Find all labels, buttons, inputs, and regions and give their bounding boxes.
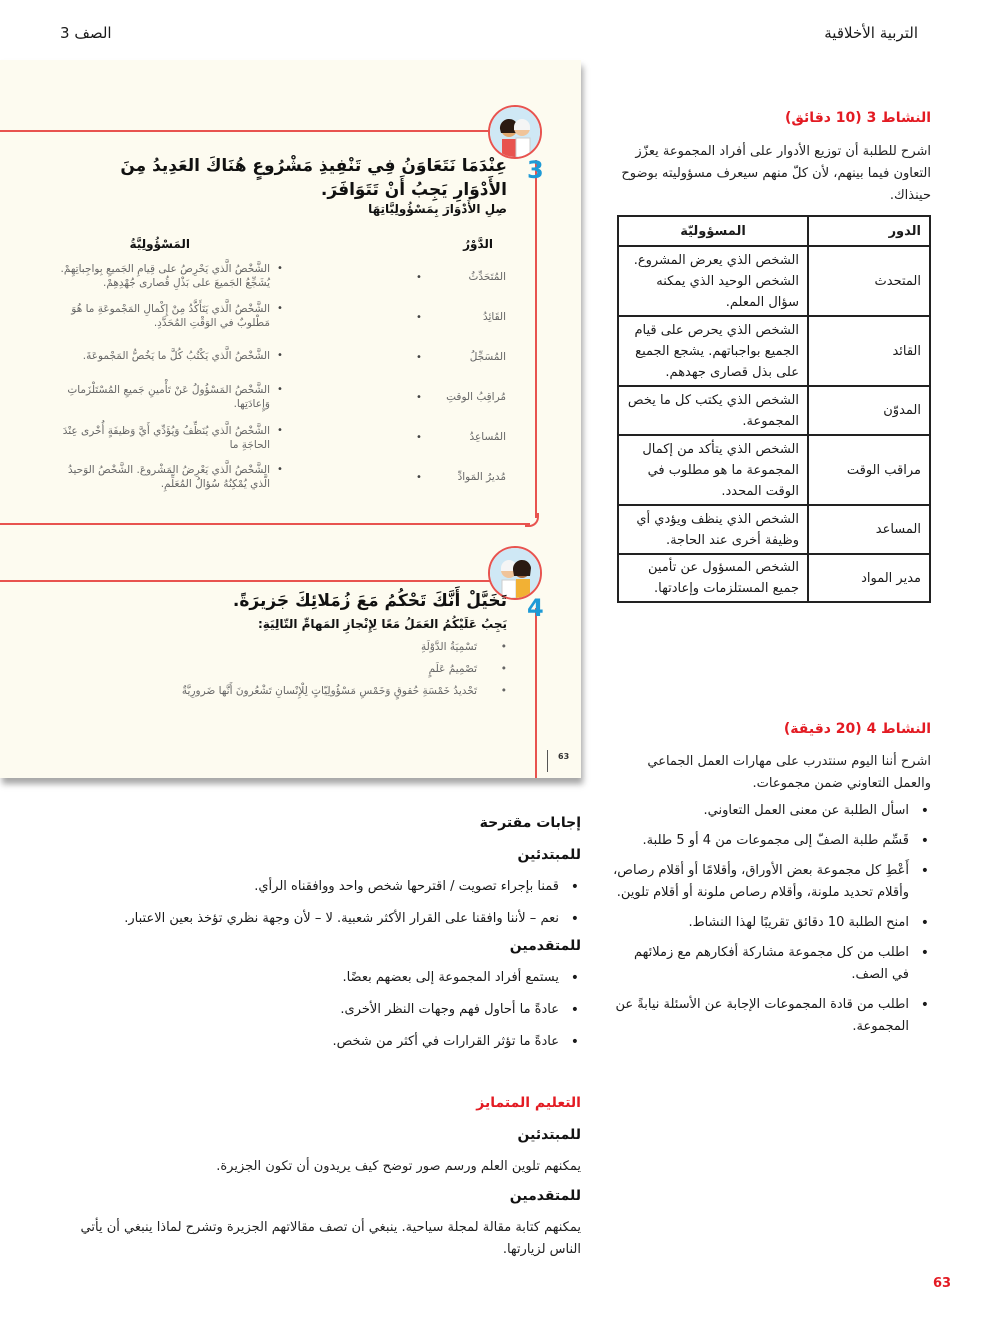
textbook-page — [0, 60, 581, 778]
textbook-page-number: 63 — [558, 752, 570, 761]
question-number-3: 3 — [527, 156, 544, 184]
q3-col-resp: المَسْؤُولِيَّةُ — [129, 237, 190, 251]
match-dot[interactable]: • — [277, 384, 283, 395]
table-cell-responsibility: الشخص الذي ينظف ويؤدي أي وظيفة أخرى عند الحاجة. — [618, 505, 808, 554]
list-item: • عادةً ما أحاول فهم وجهات النظر الأخرى. — [111, 999, 581, 1021]
activity3-description: اشرح للطلبة أن توزيع الأدوار على أفراد المجموعة يعزّز التعاون فيما بينهم، لأن كلّ منهم سيعرف مسؤوليته بوضوح حينذاك. — [621, 144, 931, 203]
q3-responsibility: الشَّخْصُ المَسْؤُولُ عَنْ تَأْمينِ جَميعِ المُسْتَلْزَماتِ وَإِعادَتِها. — [67, 384, 270, 410]
advanced-label: للمتقدمين — [509, 938, 581, 954]
beginners-answers — [111, 876, 581, 938]
list-item: • قمنا بإجراء تصويت / اقترحها شخص واحد ووافقناه الرأي. — [111, 876, 581, 898]
question-number-4: 4 — [527, 594, 544, 622]
table-row — [618, 386, 930, 435]
q3-frame-corner — [525, 513, 539, 527]
q4-frame-right — [535, 608, 537, 778]
table-cell-role: مدير المواد — [808, 554, 930, 602]
diff-beginners-label: للمبتدئين — [517, 1127, 581, 1143]
q4-instruction: يَجِبُ عَلَيْكُمُ العَمَلُ مَعًا لِإِنْجازِ المَهامِّ التّالِيَةِ: — [257, 617, 507, 631]
match-dot[interactable]: • — [416, 352, 422, 363]
table-cell-role: مراقب الوقت — [808, 435, 930, 505]
q3-instruction: صِلِ الأَدْوَارَ بِمَسْؤُولِيَّاتِهَا — [368, 202, 507, 216]
match-dot[interactable]: • — [277, 350, 283, 361]
match-dot[interactable]: • — [416, 472, 422, 483]
subject-title: التربية الأخلاقية — [824, 24, 918, 42]
q3-role: القَائِدُ — [482, 311, 506, 323]
q3-responsibility: الشَّخْصُ الَّذي يُنَظِّفُ وَيُؤَدِّي أَيَّ وَظيفَةٍ أُخْرى عِنْدَ الحاجَةِ ما — [62, 425, 270, 451]
activity4-list — [613, 800, 931, 1046]
diff-beginners-text: يمكنهم تلوين العلم ورسم صور توضح كيف يريدون أن تكون الجزيرة. — [216, 1159, 581, 1174]
table-header-responsibility: المسؤوليّة — [618, 216, 808, 246]
table-cell-role: المتحدث — [808, 246, 930, 316]
q3-role: المُسَجِّلُ — [469, 351, 506, 363]
list-item: • اسأل الطلبة عن معنى العمل التعاوني. — [613, 800, 931, 822]
avatar-icon — [488, 105, 542, 159]
grade-label: الصف 3 — [60, 24, 112, 42]
table-cell-responsibility: الشخص الذي يتأكد من إكمال المجموعة ما هو مطلوب في الوقت المحدد. — [618, 435, 808, 505]
table-row — [618, 505, 930, 554]
q3-frame-right — [535, 160, 537, 518]
match-dot[interactable]: • — [277, 263, 283, 274]
advanced-answers — [111, 967, 581, 1061]
page-divider — [547, 750, 548, 772]
table-cell-responsibility: الشخص المسؤول عن تأمين جميع المستلزمات وإعادتها. — [618, 554, 808, 602]
q3-frame-bottom — [0, 523, 530, 525]
q4-task-list — [87, 640, 507, 698]
diff-advanced-label: للمتقدمين — [509, 1188, 581, 1204]
list-item: • قَسِّم طلبة الصفّ إلى مجموعات من 4 أو 5 طلبة. — [613, 830, 931, 852]
differentiated-title: التعليم المتمايز — [476, 1095, 581, 1111]
table-cell-role: المساعد — [808, 505, 930, 554]
q3-col-role: الدَّوْرُ — [463, 237, 493, 251]
match-dot[interactable]: • — [277, 425, 283, 436]
match-dot[interactable]: • — [416, 272, 422, 283]
table-header-role: الدور — [808, 216, 930, 246]
page-number: 63 — [933, 1276, 952, 1291]
table-row — [618, 316, 930, 386]
activity4-title: النشاط 4 (20 دقيقة) — [783, 721, 931, 737]
q3-role: مُديرُ المَوادِّ — [457, 471, 506, 483]
table-cell-responsibility: الشخص الذي يكتب كل ما يخص المجموعة. — [618, 386, 808, 435]
q3-frame-top — [0, 130, 490, 132]
table-cell-responsibility: الشخص الذي يحرص على قيام الجميع بواجباتهم. يشجع الجميع على بذل قصارى جهدهم. — [618, 316, 808, 386]
q3-title: عِنْدَمَا نَتَعَاوَنُ فِي تَنْفِيذِ مَشْرُوعٍ هُنَاكَ العَدِيدُ مِنَ الأَدْوَارِ يَجِبُ أَنْ تَتَوَافَرَ. — [120, 156, 507, 200]
q3-responsibility: الشَّخْصُ الَّذي يَكْتُبُ كُلَّ ما يَخُصُّ المَجْموعَةَ. — [82, 350, 270, 362]
match-dot[interactable]: • — [416, 312, 422, 323]
table-row — [618, 435, 930, 505]
table-cell-role: القائد — [808, 316, 930, 386]
match-dot[interactable]: • — [416, 392, 422, 403]
list-item: • عادةً ما تؤثر القرارات في أكثر من شخص. — [111, 1031, 581, 1053]
q3-role: مُراقِبُ الوقتِ — [446, 391, 506, 403]
list-item: • اطلب من قادة المجموعات الإجابة عن الأسئلة نيابةً عن المجموعة. — [613, 994, 931, 1038]
match-dot[interactable]: • — [416, 432, 422, 443]
list-item: • تَحْديدُ خَمْسَةِ حُقوقٍ وَخَمْسِ مَسْؤُولِيّاتٍ لِلْإِنْسانِ تَشْعُرونَ أَنَّها ضَرورِيَّةٌ — [181, 685, 507, 697]
table-header-row — [618, 216, 930, 246]
q3-role: المُتَحَدِّثُ — [468, 271, 506, 283]
q3-role: المُساعِدُ — [469, 431, 506, 443]
diff-advanced-text: يمكنهم كتابة مقالة لمجلة سياحية. ينبغي أن تصف مقالاتهم الجزيرة وتشرح لماذا ينبغي أن يأتي الناس لزيارتها. — [80, 1220, 581, 1257]
table-row — [618, 554, 930, 602]
q4-frame-top — [0, 580, 490, 582]
list-item: • نعم – لأننا وافقنا على القرار الأكثر شعبية. لا – لأن وجهة نظري تؤخذ بعين الاعتبار. — [111, 908, 581, 930]
table-cell-responsibility: الشخص الذي يعرض المشروع. الشخص الوحيد الذي يمكنه سؤال المعلم. — [618, 246, 808, 316]
q3-responsibility: الشَّخْصُ الَّذي يَحْرِصُ على قِيامِ الجَميعِ بِواجِباتِهِمْ. يُشَجِّعُ الجَميعَ على بَذْلِ قُصارى جُهْدِهِمْ. — [60, 263, 270, 289]
q3-responsibility: الشَّخْصُ الَّذي يَتَأَكَّدُ مِنْ إِكْمالِ المَجْموعَةِ ما هُوَ مَطْلوبٌ في الوَقْتِ المُحَدَّدِ. — [71, 303, 270, 329]
beginners-label: للمبتدئين — [517, 847, 581, 863]
match-dot[interactable]: • — [277, 303, 283, 314]
list-item: • تَصْمِيمُ عَلَمٍ — [428, 663, 507, 675]
list-item: • اطلب من كل مجموعة مشاركة أفكارهم مع زملائهم في الصف. — [613, 942, 931, 986]
activity3-title: النشاط 3 (10 دقائق) — [785, 110, 931, 126]
q4-title: تَخَيَّلْ أَنَّكَ تَحْكُمُ مَعَ زُمَلائِكَ جَزيرَةً. — [232, 591, 507, 611]
match-dot[interactable]: • — [277, 464, 283, 475]
suggested-answers-title: إجابات مقترحة — [479, 815, 581, 831]
list-item: • تَسْمِيَةُ الدَّوْلَةِ — [420, 641, 507, 653]
list-item: • يستمع أفراد المجموعة إلى بعضهم بعضًا. — [111, 967, 581, 989]
table-cell-role: المدوّن — [808, 386, 930, 435]
activity4-description: اشرح أننا اليوم سنتدرب على مهارات العمل الجماعي والعمل التعاوني ضمن مجموعات. — [647, 754, 931, 791]
q3-responsibility: الشَّخْصُ الَّذي يَعْرِضُ المَشْروعَ. الشَّخْصُ الوَحيدُ الَّذي يُمْكِنُهُ سُؤالُ المُعَلِّمِ. — [68, 464, 270, 490]
table-row — [618, 246, 930, 316]
list-item: • أَعْطِ كل مجموعة بعض الأوراق، وأقلامًا أو أقلام رصاص، وأقلام تحديد ملونة، وأقلام رصاص ملونة أو أقلام تلوين. — [613, 860, 931, 904]
list-item: • امنح الطلبة 10 دقائق تقريبًا لهذا النشاط. — [613, 912, 931, 934]
roles-table — [617, 215, 931, 603]
